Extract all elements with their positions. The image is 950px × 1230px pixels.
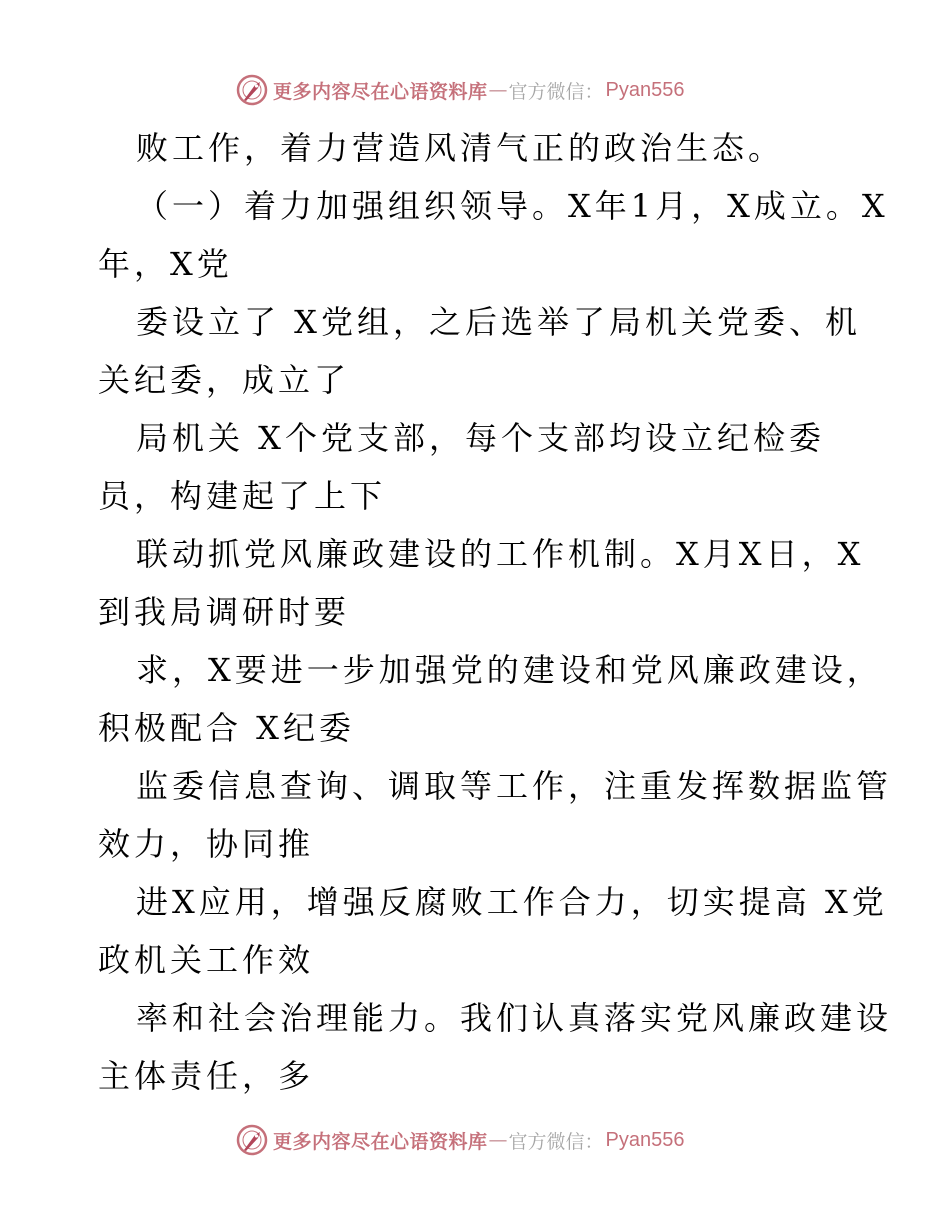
text-line: 率和社会治理能力。我们认真落实党风廉政建设 — [136, 999, 893, 1037]
text-line: 关纪委，成立了 — [98, 361, 351, 399]
header-wechat-label: 官方微信： — [508, 80, 604, 103]
footer-wechat-label: 官方微信： — [508, 1130, 604, 1153]
text-line: 求，X要进一步加强党的建设和党风廉政建设， — [136, 651, 883, 689]
text-line: 政机关工作效 — [98, 941, 315, 979]
footer-banner-text: 更多内容尽在心语资料库 — [273, 1130, 488, 1153]
text-line: 局机关 X个党支部，每个支部均设立纪检委 — [136, 419, 825, 457]
pen-nib-circle-icon — [235, 1123, 269, 1157]
text-line: 员，构建起了上下 — [98, 477, 387, 515]
text-line: 联动抓党风廉政建设的工作机制。X月X日，X — [136, 535, 865, 573]
text-line: 主体责任，多 — [98, 1057, 315, 1095]
text-line: 到我局调研时要 — [98, 593, 351, 631]
footer-watermark-banner — [235, 1122, 685, 1158]
footer-wechat-id: Pyan556 — [605, 1128, 685, 1151]
text-line: 败工作，着力营造风清气正的政治生态。 — [136, 129, 785, 167]
text-line: 委设立了 X党组，之后选举了局机关党委、机 — [136, 303, 861, 341]
text-line: 进X应用，增强反腐败工作合力，切实提高 X党 — [136, 883, 888, 921]
header-banner-dash: — — [488, 79, 508, 101]
text-line: 积极配合 X纪委 — [98, 709, 355, 747]
text-line: 效力，协同推 — [98, 825, 315, 863]
text-line: 监委信息查询、调取等工作，注重发挥数据监管 — [136, 767, 893, 805]
header-banner-text: 更多内容尽在心语资料库 — [273, 80, 488, 103]
footer-banner-dash: — — [488, 1129, 508, 1151]
header-wechat-id: Pyan556 — [605, 78, 685, 101]
text-line: 年，X党 — [98, 245, 233, 283]
text-line: （一）着力加强组织领导。X年1月，X成立。X — [136, 187, 889, 225]
